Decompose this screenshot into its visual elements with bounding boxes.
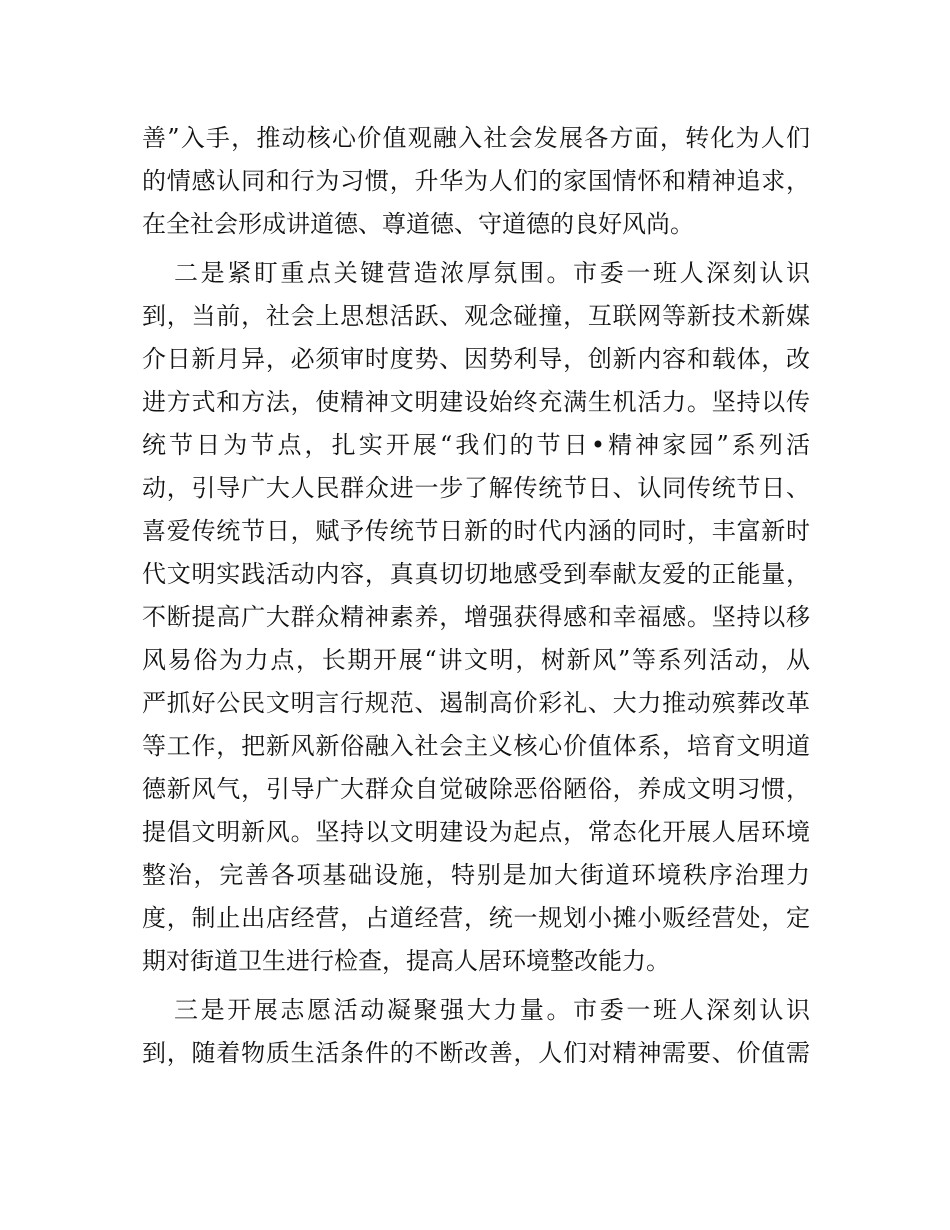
paragraph-line: 到，当前，社会上思想活跃、观念碰撞，互联网等新技术新媒 <box>142 302 810 330</box>
paragraph-line: 整治，完善各项基础设施，特别是加大街道环境秩序治理力 <box>142 861 810 889</box>
paragraph-line: 德新风气，引导广大群众自觉破除恶俗陋俗，养成文明习惯， <box>142 775 810 803</box>
paragraph-line: 介日新月异，必须审时度势、因势利导，创新内容和载体，改 <box>142 345 810 373</box>
paragraph-line: 到，随着物质生活条件的不断改善，人们对精神需要、价值需 <box>142 1039 810 1067</box>
paragraph-line: 动，引导广大人民群众进一步了解传统节日、认同传统节日、 <box>142 474 810 502</box>
paragraph-line: 善”入手，推动核心价值观融入社会发展各方面，转化为人们 <box>142 124 810 152</box>
paragraph-line: 喜爱传统节日，赋予传统节日新的时代内涵的同时，丰富新时 <box>142 517 810 545</box>
paragraph-line: 的情感认同和行为习惯，升华为人们的家国情怀和精神追求， <box>142 167 810 195</box>
paragraph-line: 度，制止出店经营，占道经营，统一规划小摊小贩经营处，定 <box>142 904 810 932</box>
paragraph-line: 严抓好公民文明言行规范、遏制高价彩礼、大力推动殡葬改革 <box>142 689 810 717</box>
paragraph-line: 等工作，把新风新俗融入社会主义核心价值体系，培育文明道 <box>142 732 810 760</box>
paragraph-line: 提倡文明新风。坚持以文明建设为起点，常态化开展人居环境 <box>142 818 810 846</box>
paragraph-line: 二是紧盯重点关键营造浓厚氛围。市委一班人深刻认识 <box>174 259 810 287</box>
paragraph-line: 进方式和方法，使精神文明建设始终充满生机活力。坚持以传 <box>142 388 810 416</box>
paragraph-line: 统节日为节点，扎实开展“我们的节日•精神家园”系列活 <box>142 431 810 459</box>
paragraph-line: 三是开展志愿活动凝聚强大力量。市委一班人深刻认识 <box>174 996 810 1024</box>
paragraph-line: 不断提高广大群众精神素养，增强获得感和幸福感。坚持以移 <box>142 603 810 631</box>
paragraph-line: 代文明实践活动内容，真真切切地感受到奉献友爱的正能量， <box>142 560 810 588</box>
paragraph-line: 在全社会形成讲道德、尊道德、守道德的良好风尚。 <box>142 210 694 238</box>
paragraph-line: 风易俗为力点，长期开展“讲文明，树新风”等系列活动，从 <box>142 646 810 674</box>
paragraph-line: 期对街道卫生进行检查，提高人居环境整改能力。 <box>142 947 670 975</box>
